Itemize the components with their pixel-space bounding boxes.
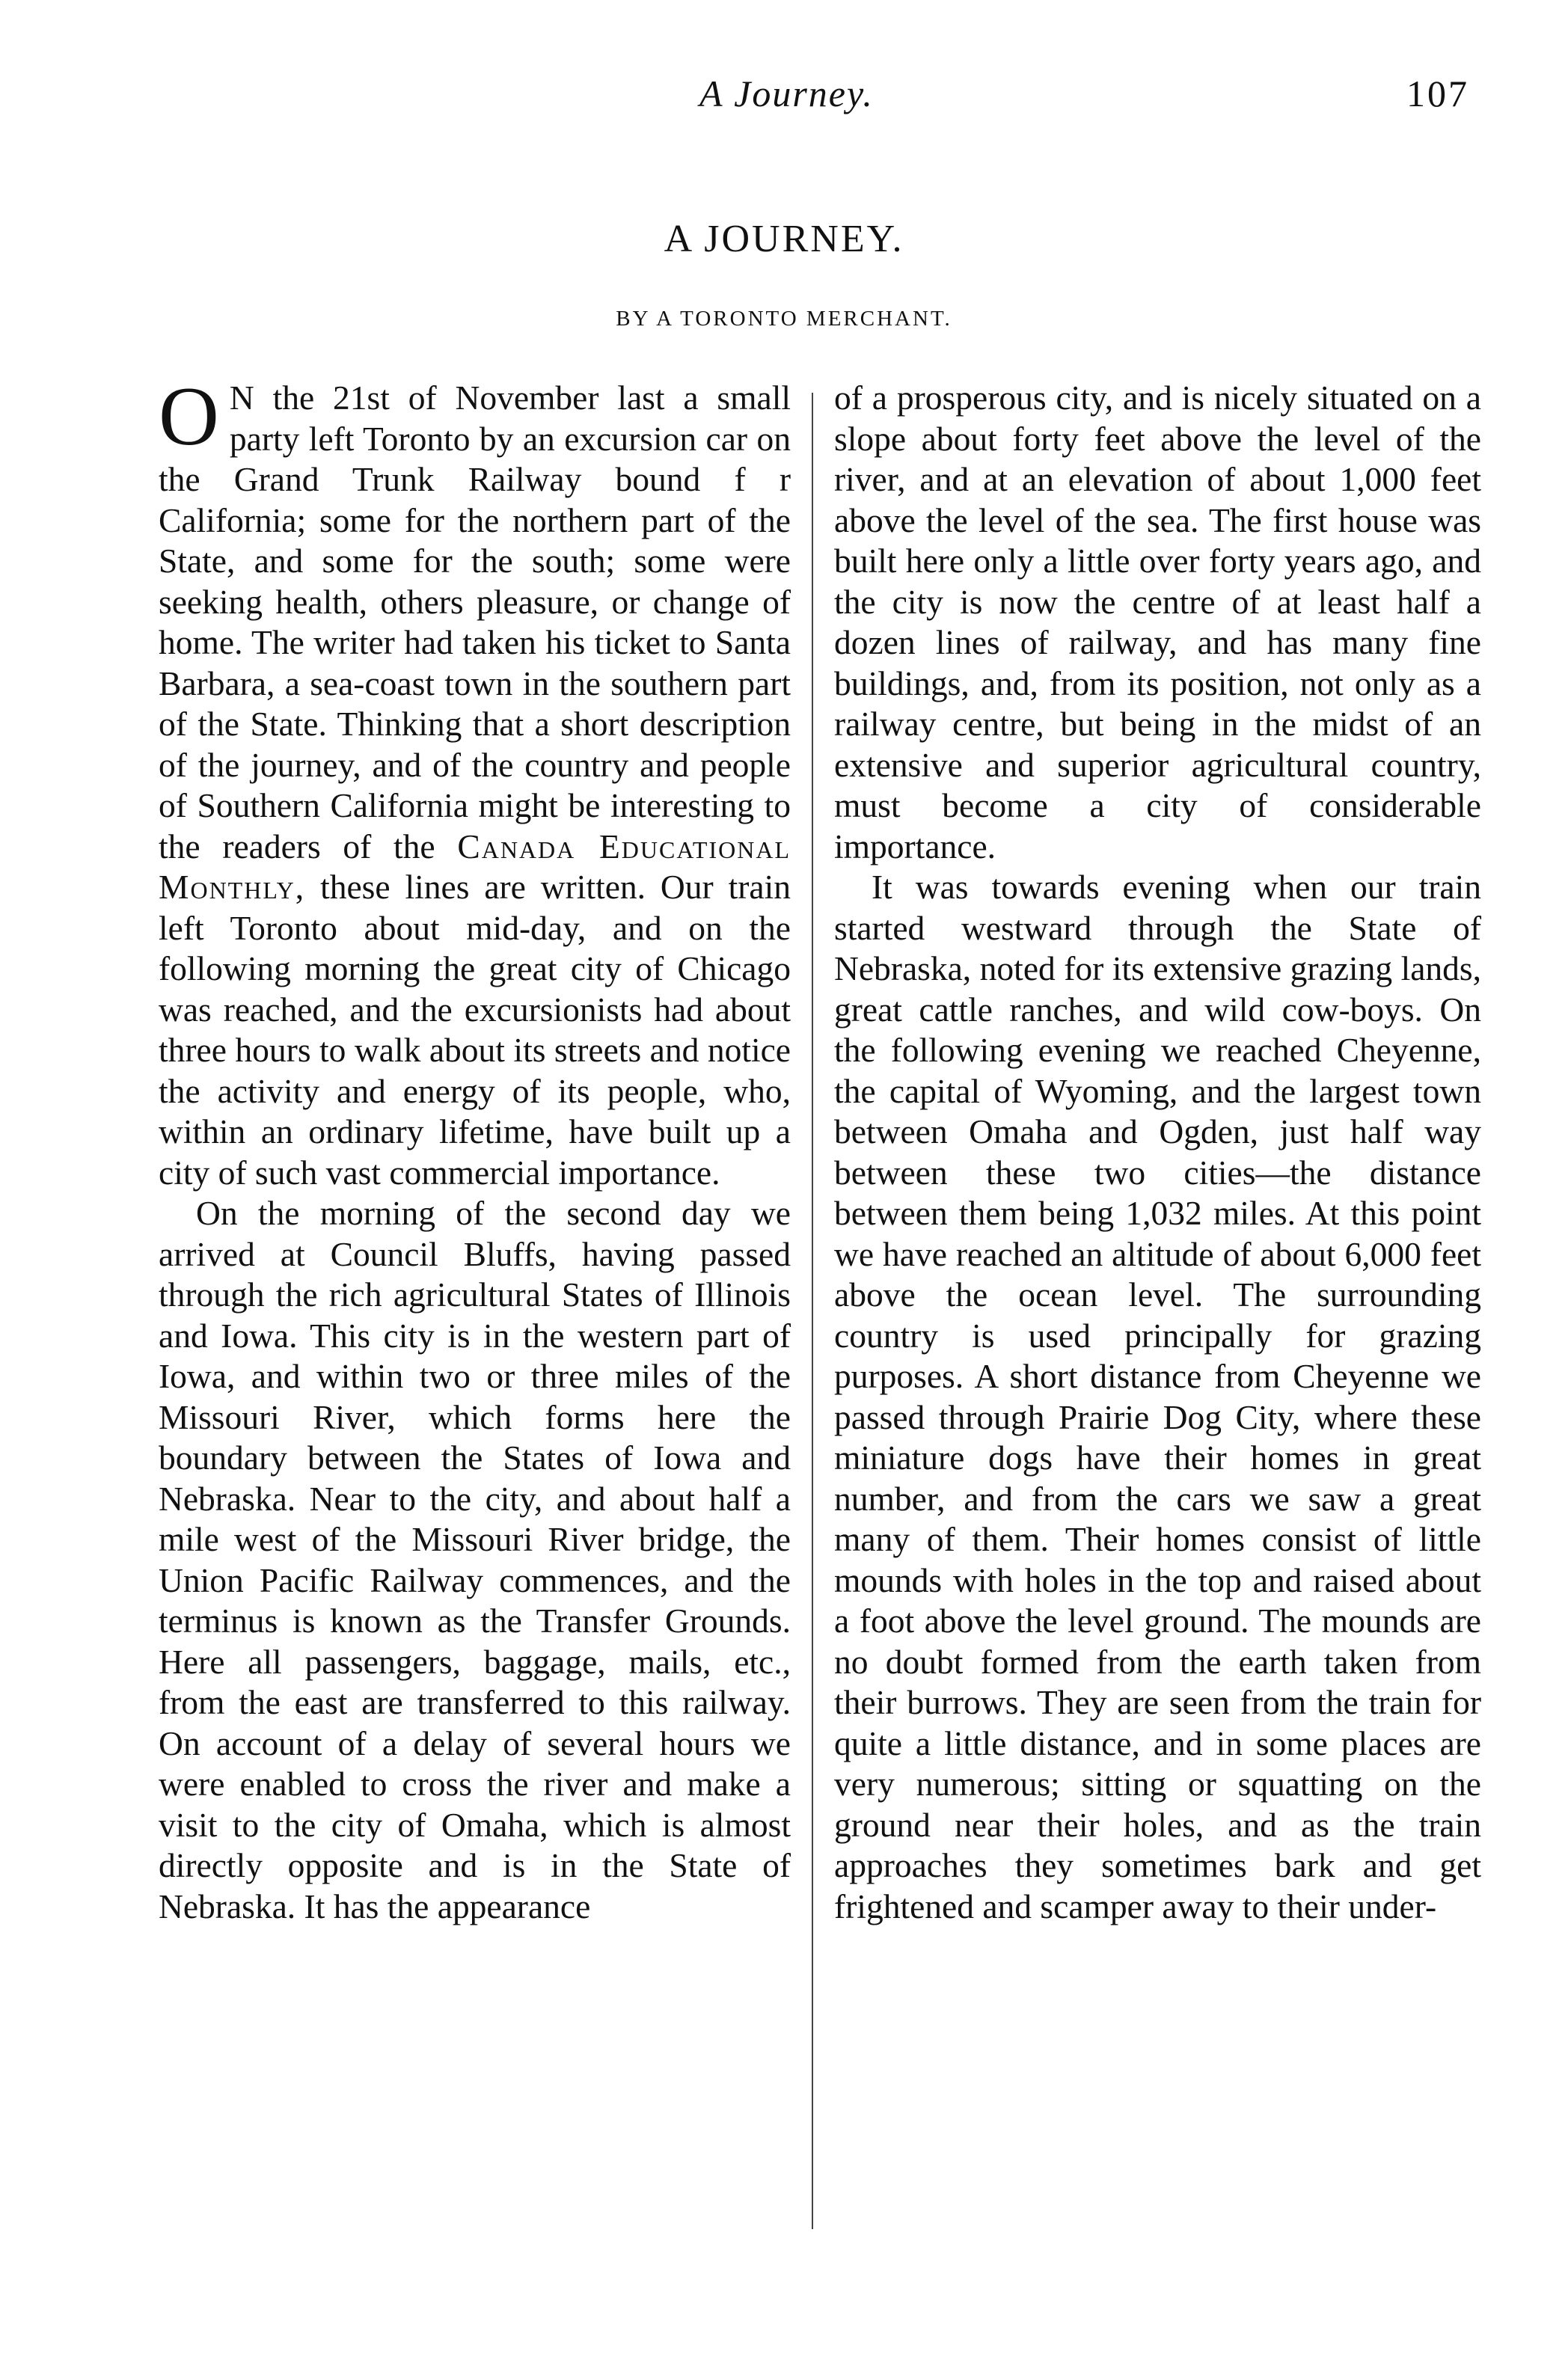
left-paragraph-1-text-b: these lines are written. Our train left Toronto about mid-day, and on the following morning the great city of Chicago was reached, and the excursionists had about three hours to walk about its streets and notice the activity and energy of its people, who, within an ordinary lifetime, have built up a city of such vast commercial importance.: [159, 868, 791, 1192]
right-paragraph-1: of a prosperous city, and is nicely situated on a slope about forty feet above the level of the river, and at an elevation of about 1,000 feet above the level of the sea. The first house was built here only a little over forty years ago, and the city is now the centre of at least half a dozen lines of railway, and has many fine buildings, and, from its position, not only as a railway centre, but being in the midst of an extensive and superior agricultural country, must become a city of considerable importance.: [834, 379, 1481, 865]
journal-name: Canada Educational Monthly,: [159, 827, 791, 906]
left-paragraph-1-text-a: N the 21st of November last a small party left Toronto by an excursion car on the Grand Trunk Railway bound f r California; some for the northern part of the State, and some for the south; some were seeking health, others pleasure, or change of home. The writer had taken his ticket to Santa Barbara, a sea-coast town in the southern part of the State. Thinking that a short description of the journey, and of the country and people of Southern California might be interesting to the readers of the: [159, 379, 791, 865]
left-paragraph-2: On the morning of the second day we arrived at Council Bluffs, having passed through the rich agricultural States of Illinois and Iowa. This city is in the western part of Iowa, and within two or three miles of the Missouri River, which forms here the boundary between the States of Iowa and Nebraska. Near to the city, and about half a mile west of the Missouri River bridge, the Union Pacific Railway commences, and the terminus is known as the Transfer Grounds. Here all passengers, baggage, mails, etc., from the east are transferred to this railway. On account of a delay of several hours we were enabled to cross the river and make a visit to the city of Omaha, which is almost directly opposite and is in the State of Nebraska. It has the appearance: [159, 1194, 791, 1925]
page-number: 107: [1406, 73, 1469, 114]
running-title: A Journey.: [699, 73, 874, 114]
right-paragraph-2: It was towards evening when our train started westward through the State of Nebraska, noted for its extensive grazing lands, great cattle ranches, and wild cow-boys. On the following evening we reached Cheyenne, the capital of Wyoming, and the largest town between Omaha and Ogden, just half way between these two cities—the distance between them being 1,032 miles. At this point we have reached an altitude of about 6,000 feet above the ocean level. The surrounding country is used principally for grazing purposes. A short distance from Cheyenne we passed through Prairie Dog City, where these miniature dogs have their homes in great number, and from the cars we saw a great many of them. Their homes consist of little mounds with holes in the top and raised about a foot above the level ground. The mounds are no doubt formed from the earth taken from their burrows. They are seen from the train for quite a little distance, and in some places are very numerous; sitting or squatting on the ground near their holes, and as the train approaches they sometimes bark and get frightened and scamper away to their under-: [834, 868, 1481, 1925]
running-head: [0, 72, 1568, 132]
right-column: [834, 378, 1481, 1927]
left-column: [159, 370, 791, 1927]
column-divider: [812, 393, 813, 2229]
article-byline: BY A TORONTO MERCHANT.: [616, 307, 952, 331]
drop-cap: O: [159, 370, 219, 463]
article-title: A JOURNEY.: [664, 218, 904, 260]
left-paragraph-1: [159, 370, 791, 1193]
